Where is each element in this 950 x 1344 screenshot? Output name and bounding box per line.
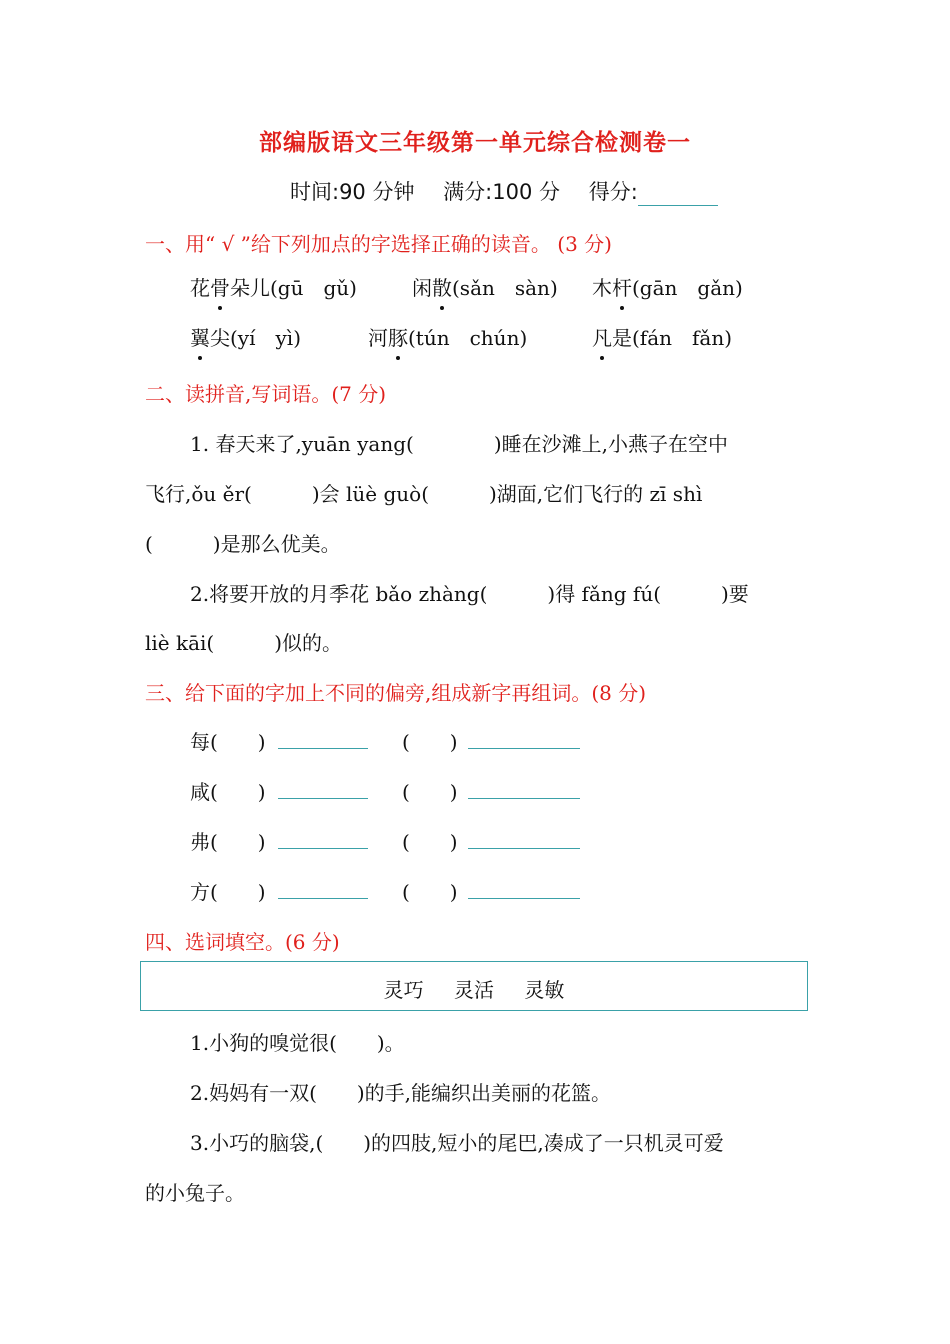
score-label: 得分:: [588, 180, 638, 204]
s2-line-1: 1. 春天来了,yuān yang( )睡在沙滩上,小燕子在空中: [190, 432, 729, 456]
pinyin-item-6: 凡是(fán fǎn): [592, 322, 732, 351]
word-bank: [141, 974, 807, 1003]
s2-line-2: 飞行,ǒu ěr( )会 lüè guò( )湖面,它们飞行的 zī shì: [145, 482, 703, 506]
s3-blank-3b[interactable]: [468, 848, 580, 849]
word-option: 灵活: [454, 978, 494, 1002]
pinyin-item-4: 翼尖(yí yì): [190, 322, 301, 351]
s3-blank-4b[interactable]: [468, 898, 580, 899]
s3-blank-1b[interactable]: [468, 748, 580, 749]
full-score: 满分:100 分: [443, 180, 561, 204]
s2-line-5: liè kāi( )似的。: [145, 631, 343, 655]
s2-line-3: ( )是那么优美。: [145, 532, 341, 556]
time-limit: 时间:90 分钟: [290, 180, 415, 204]
pinyin-item-5: 河豚(tún chún): [368, 322, 527, 351]
s3-blank-4a[interactable]: [278, 898, 368, 899]
s3-row-2-paren: ( ): [402, 780, 458, 804]
s3-row-4-paren: ( ): [402, 880, 458, 904]
s3-row-1: 每( ): [190, 730, 266, 754]
section-1-heading: 一、用“ √ ”给下列加点的字选择正确的读音。 (3 分): [145, 232, 612, 256]
s3-row-3-paren: ( ): [402, 830, 458, 854]
exam-info: [290, 176, 740, 206]
pinyin-item-3: 木杆(gān gǎn): [592, 272, 743, 301]
word-option: 灵巧: [383, 978, 424, 1002]
s3-row-4: 方( ): [190, 880, 266, 904]
s2-line-4: 2.将要开放的月季花 bǎo zhàng( )得 fǎng fú( )要: [190, 582, 749, 606]
s3-row-1-paren: ( ): [402, 730, 458, 754]
page-title: 部编版语文三年级第一单元综合检测卷一: [259, 130, 691, 156]
s4-line-3: 3.小巧的脑袋,( )的四肢,短小的尾巴,凑成了一只机灵可爱: [190, 1131, 724, 1155]
s4-line-2: 2.妈妈有一双( )的手,能编织出美丽的花篮。: [190, 1081, 612, 1105]
word-option: 灵敏: [524, 978, 565, 1002]
word-bank-box: [140, 961, 808, 1011]
section-3-heading: 三、给下面的字加上不同的偏旁,组成新字再组词。(8 分): [145, 681, 647, 705]
s3-row-3: 弗( ): [190, 830, 266, 854]
section-2-heading: 二、读拼音,写词语。(7 分): [145, 382, 387, 406]
s3-blank-3a[interactable]: [278, 848, 368, 849]
s3-row-2: 咸( ): [190, 780, 266, 804]
s3-blank-1a[interactable]: [278, 748, 368, 749]
section-4-heading: 四、选词填空。(6 分): [145, 930, 340, 954]
s4-line-1: 1.小狗的嗅觉很( )。: [190, 1031, 405, 1055]
s4-line-4: 的小兔子。: [145, 1181, 245, 1205]
s3-blank-2a[interactable]: [278, 798, 368, 799]
pinyin-item-2: 闲散(sǎn sàn): [412, 272, 558, 301]
pinyin-item-1: 花骨朵儿(gū gǔ): [190, 272, 357, 301]
score-blank[interactable]: [638, 183, 718, 206]
s3-blank-2b[interactable]: [468, 798, 580, 799]
